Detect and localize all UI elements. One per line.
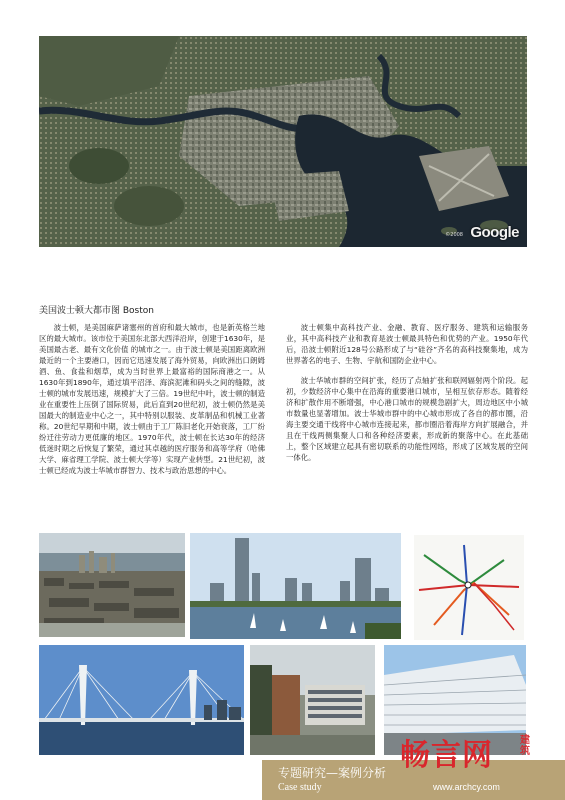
watermark-logo: 畅言网 — [400, 738, 493, 773]
map-caption: 美国波士顿大都市图 Boston — [39, 306, 154, 316]
map-copyright: ©2008 — [445, 232, 463, 238]
paragraph-right-1: 波士顿集中高科技产业、金融、教育、医疗服务、建筑和运输服务业，其中高科技产业和教育是波士顿最具特色和优势的产业。1950年代后，沿波士顿附近128号公路形成了与“硅谷”齐名的高科技聚集地，成为世界著名的电子、生物、宇航和国防企业中心。 — [286, 323, 528, 365]
text-column-left — [39, 322, 265, 485]
photo-skyline-river — [190, 533, 401, 639]
google-logo: Google — [470, 224, 519, 241]
satellite-imagery — [39, 36, 527, 247]
boston-satellite-map — [39, 36, 527, 247]
photo-bridge — [39, 645, 244, 755]
watermark-side-text: 建筑 — [520, 735, 530, 757]
photo-transit-map — [414, 535, 524, 640]
text-column-right — [286, 322, 528, 472]
paragraph-left-1: 波士顿，是美国麻萨诸塞州的首府和最大城市，也是新英格兰地区的最大城市。该市位于美国东北部大西洋沿岸，创建于1630年，是美国最古老、最有文化价值 的城市之一。由于波士顿是美国距离欧洲最近的一个主要港口，因而它迅速发展了海外贸易，向欧洲出口朗姆酒、鱼、食盐和烟草，成为当时世界上最富裕的国际商港之一。从1630年到1890年，通过填平沼泽、海滨泥滩和码头之间的缝隙，波士顿的城市发展迅速，规模扩大了三倍。19世纪中叶，波士顿的制造业在重要性上压倒了国际贸易，此后直到20世纪初，波士顿仍然是美国最大的制造业中心之一，其中特别以服装、皮革制品和机械工业著称。20世纪早期和中期，波士顿由于工厂陈旧老化开始衰落，工厂纷纷迁往劳动力更低廉的地区。1970年代，波士顿在长达30年的经济低迷时期之后恢复了繁荣，通过其卓越的医疗服务和高等学府（哈佛大学、麻省理工学院、波士顿大学等）实现产业转型。21世纪初，波士顿已经成为波士华城市群智力、技术与政治思想的中心。 — [39, 323, 265, 475]
photo-modern-building — [250, 645, 375, 755]
footer-title: 专题研究—案例分析 — [278, 766, 387, 780]
photo-aerial-city — [39, 533, 185, 637]
paragraph-right-2: 波士华城市群的空间扩张，经历了点轴扩张和联网辐射两个阶段。起初，少数经济中心集中在沿海的重要港口城市，呈相互依存形态。随着经济和扩散作用不断增强，中心港口城市的规模急剧扩大，周边地区中小城市数量也显著增加。波士华城市群中的中心城市形成了各自的都市圈，沿海主要交通干线将中心城市连接起来，都市圈沿着海岸方向扩展融合，并且在干线两侧集聚人口和各种经济要素，形成新的聚落中心。在此基础上，整个区域建立起具有密切联系的功能性网络，形成了区域发展的空间一体化。 — [286, 376, 528, 462]
watermark-url: www.archcy.com — [433, 782, 500, 792]
footer-subtitle: Case study — [278, 782, 322, 793]
